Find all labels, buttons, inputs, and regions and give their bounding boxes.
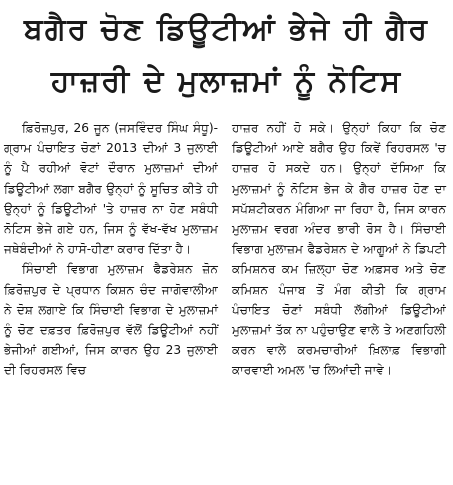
headline-line-2: ਹਾਜ਼ਰੀ ਦੇ ਮੁਲਾਜ਼ਮਾਂ ਨੂੰ ਨੋਟਿਸ [50,64,403,99]
headline-line-1: ਬਗੈਰ ਚੋਣ ਡਿਊਟੀਆਂ ਭੇਜੇ ਹੀ ਗੈਰ [24,12,429,47]
article-paragraph: ਹਾਜ਼ਰ ਨਹੀਂ ਹੋ ਸਕੇ। ਉਨ੍ਹਾਂ ਕਿਹਾ ਕਿ ਚੋਣ ਡਿਊਟੀਆਂ ਆਏ ਬਗੈਰ ਉਹ ਕਿਵੇਂ ਰਿਹਰਸਲ 'ਚ ਹਾਜ਼ਰ ਹੋ ਸਕਦੇ ਹਨ। ਉਨ੍ਹਾਂ ਦੱਸਿਆ ਕਿ ਮੁਲਾਜ਼ਮਾਂ ਨੂੰ ਨੋਟਿਸ ਭੇਜ ਕੇ ਗੈਰ ਹਾਜ਼ਰ ਹੋਣ ਦਾ ਸਪੱਸ਼ਟੀਕਰਨ ਮੰਗਿਆ ਜਾ ਰਿਹਾ ਹੈ, ਜਿਸ ਕਾਰਨ ਮੁਲਾਜ਼ਮ ਵਰਗ ਅੰਦਰ ਭਾਰੀ ਰੋਸ ਹੈ। ਸਿੰਚਾਈ ਵਿਭਾਗ ਮੁਲਾਜ਼ਮ ਫੈਡਰੇਸ਼ਨ ਦੇ ਆਗੂਆਂ ਨੇ ਡਿਪਟੀ ਕਮਿਸ਼ਨਰ ਕਮ ਜ਼ਿਲ੍ਹਾ ਚੋਣ ਅਫ਼ਸਰ ਅਤੇ ਚੋਣ ਕਮਿਸ਼ਨ ਪੰਜਾਬ ਤੋਂ ਮੰਗ ਕੀਤੀ ਕਿ ਗ੍ਰਾਮ ਪੰਚਾਇਤ ਚੋਣਾਂ ਸਬੰਧੀ ਲੱਗੀਆਂ ਡਿਊਟੀਆਂ ਮੁਲਾਜ਼ਮਾਂ ਤੱਕ ਨਾ ਪਹੁੰਚਾਉਣ ਵਾਲੇ ਤੇ ਅਣਗਹਿਲੀ ਕਰਨ ਵਾਲੇ ਕਰਮਚਾਰੀਆਂ ਖ਼ਿਲਾਫ਼ ਵਿਭਾਗੀ ਕਾਰਵਾਈ ਅਮਲ 'ਚ ਲਿਆਂਦੀ ਜਾਵੇ। [232,121,446,378]
article-paragraph: ਫ਼ਿਰੋਜ਼ਪੁਰ, 26 ਜੂਨ (ਜਸਵਿੰਦਰ ਸਿੰਘ ਸੰਧੂ)-ਗ੍ਰਾਮ ਪੰਚਾਇਤ ਚੋਣਾਂ 2013 ਦੀਆਂ 3 ਜੁਲਾਈ ਨੂੰ ਪੈ ਰਹੀਆਂ ਵੋਟਾਂ ਦੌਰਾਨ ਮੁਲਾਜ਼ਮਾਂ ਦੀਆਂ ਡਿਊਟੀਆਂ ਲਗਾ ਬਗੈਰ ਉਨ੍ਹਾਂ ਨੂੰ ਸੂਚਿਤ ਕੀਤੇ ਹੀ ਉਨ੍ਹਾਂ ਨੂੰ ਡਿਊਟੀਆਂ 'ਤੇ ਹਾਜ਼ਰ ਨਾ ਹੋਣ ਸਬੰਧੀ ਨੋਟਿਸ ਭੇਜੇ ਗਏ ਹਨ, ਜਿਸ ਨੂੰ ਵੱਖ-ਵੱਖ ਮੁਲਾਜ਼ਮ ਜਥੇਬੰਦੀਆਂ ਨੇ ਹਾਸੋ-ਹੀਣਾ ਕਰਾਰ ਦਿੱਤਾ ਹੈ। [4,121,218,257]
article-column-right [232,118,446,381]
article-column-left [4,118,218,381]
article-paragraph: ਸਿੰਚਾਈ ਵਿਭਾਗ ਮੁਲਾਜ਼ਮ ਫੈਡਰੇਸ਼ਨ ਜ਼ੋਨ ਫ਼ਿਰੋਜ਼ਪੁਰ ਦੇ ਪ੍ਰਧਾਨ ਕਿਸ਼ਨ ਚੰਦ ਜਾਗੋਵਾਲੀਆ ਨੇ ਦੋਸ਼ ਲਗਾਏ ਕਿ ਸਿੰਚਾਈ ਵਿਭਾਗ ਦੇ ਮੁਲਾਜ਼ਮਾਂ ਨੂੰ ਚੋਣ ਦਫ਼ਤਰ ਫ਼ਿਰੋਜ਼ਪੁਰ ਵੱਲੋਂ ਡਿਊਟੀਆਂ ਨਹੀਂ ਭੇਜੀਆਂ ਗਈਆਂ, ਜਿਸ ਕਾਰਨ ਉਹ 23 ਜੁਲਾਈ ਦੀ ਰਿਹਰਸਲ ਵਿਚ [4,262,218,378]
